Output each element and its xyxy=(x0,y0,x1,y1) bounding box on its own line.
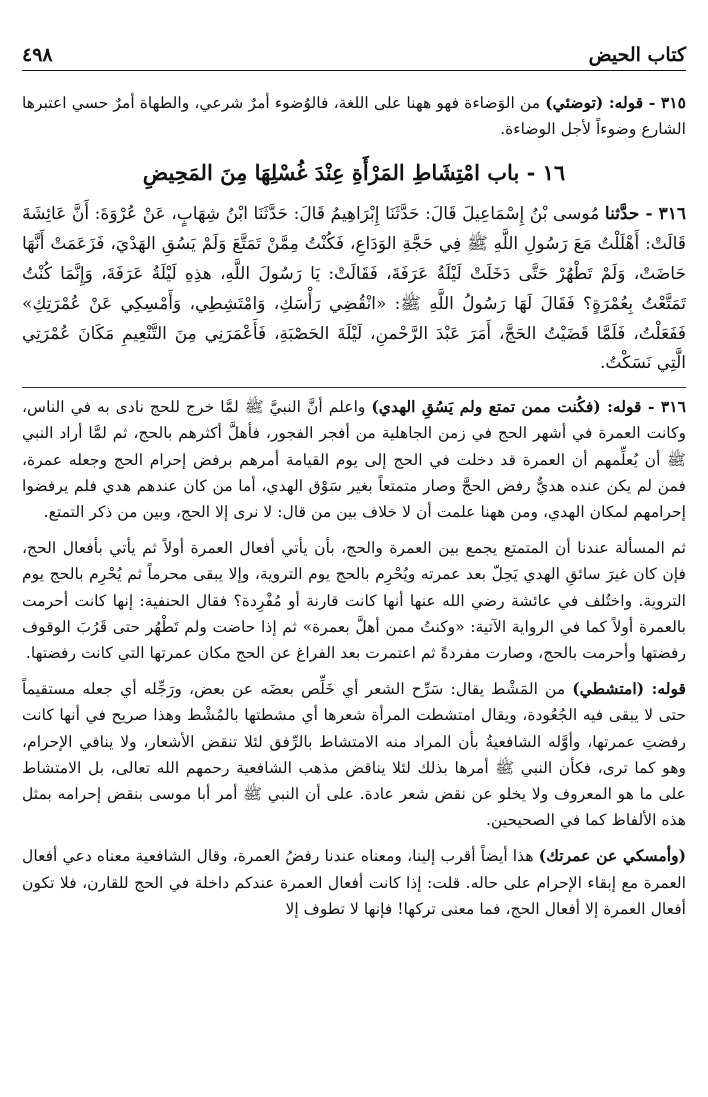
hadith-text xyxy=(22,200,686,379)
commentary-lead: (وأمسكي عن عمرتك) xyxy=(538,846,686,866)
commentary-text: من المَشْط يقال: سَرِّح الشعر أي خَلِّص بعضَه عن بعض، ورَجِّله أي جعله مستقيماً حتى لا يبقى فيه الجُعُودة، ويقال امتشطت المرأة شعرها أي مشطتها بالمُشْط وهذا صريح في أنها كانت رفضتِ عمرتها، وأوَّله الشافعيةُ بأن المراد منه الامتشاط بالرِّفق لئلا تنقض الأشعار، ولا ينافي الإحرام، وهو كما ترى، فكأن النبي ﷺ أمرها بذلك لئلا يناقض مذهب الشافعية رحمهم الله تعالى، بل الامتشاط على ما هو المعروف ولا يخلو عن نقض شعر عادة. على أن النبي ﷺ أمر أبا موسى بنقض إحرامه بمثل هذه الألفاظ كما في الصحيحين. xyxy=(22,680,686,830)
commentary-paragraph xyxy=(22,843,686,922)
page-number: ٤٩٨ xyxy=(22,44,53,66)
section-divider xyxy=(22,387,686,388)
commentary-text: واعلم أنَّ النبيَّ ﷺ لمَّا خرج للحج نادى به في الناس، وكانت العمرة في أشهر الحج في زمن الجاهلية من أفجر الفجور، فأهلَّ أكثرهم بالحج، ثم لمَّا أراد النبي ﷺ أن يُعلِّمهم أن العمرة قد دخلت في الحج إلى يوم القيامة أمرهم برفض إحرام الحج وجعله عمرة، فمن لم يكن عنده هديٌّ رفض الحجَّ وصار متمتعاً بغير سَوْق الهدي، أما من كان عندهم هدي فلم يرفضوا إحرامهم لمكان الهدي، ومن ههنا علمت أن لا خلاف بين من قال: لا نرى إلا الحج، وبين من ذكر التمتع. xyxy=(22,398,686,521)
commentary-paragraph xyxy=(22,535,686,666)
running-title: كتاب الحيض xyxy=(588,44,686,66)
commentary-lead: ٣١٥ - قوله: (توضئي) xyxy=(545,93,687,112)
running-header xyxy=(22,40,686,71)
commentary-text: من الوَضاءة فهو ههنا على اللغة، فالوُضوء أمرٌ شرعي، والطهاة أمرٌ حسي اعتبرها الشارع وضوءاً لأجل الوضاءة. xyxy=(22,94,686,139)
hadith-body: مُوسى بْنُ إِسْمَاعِيلَ قَالَ: حَدَّثَنَا إِبْرَاهِيمُ قَالَ: حَدَّثَنَا ابْنُ شِهَابٍ، عَنْ عُرْوَةَ: أَنَّ عَائِشَةَ قَالَتْ: أَهْلَلْتُ مَعَ رَسُولِ اللَّهِ ﷺ فِي حَجَّةِ الوَدَاعِ، فَكُنْتُ مِمَّنْ تَمَتَّعَ وَلَمْ يَسُقِ الهَدْيَ، فَزَعَمَتْ أَنَّهَا حَاضَتْ، وَلَمْ تَطْهُرْ حَتَّى دَخَلَتْ لَيْلَةُ عَرَفَةَ، فَقَالَتْ: يَا رَسُولَ اللَّهِ، هذِهِ لَيْلَةُ عَرَفَةَ، وَإِنَّمَا كُنْتُ تَمَتَّعْتُ بِعُمْرَةٍ؟ فَقَالَ لَهَا رَسُولُ اللَّهِ ﷺ: «انْقُضِي رَأْسَكِ، وَامْتَشِطِي، وَأَمْسِكِي عَنْ عُمْرَتِكِ» فَفَعَلْتُ، فَلَمَّا قَضَيْتُ الحَجَّ، أَمَرَ عَبْدَ الرَّحْمنِ، لَيْلَةَ الحَصْبَةِ، فَأَعْمَرَنِي مِنَ التَّنْعِيمِ مَكَانَ عُمْرَتِي الَّتِي نَسَكْتُ. xyxy=(22,204,687,374)
commentary-lead: قوله: (امتشطي) xyxy=(572,679,686,699)
commentary-paragraph-315 xyxy=(22,90,686,142)
commentary-text: ثم المسألة عندنا أن المتمتع يجمع بين العمرة والحج، بأن يأتي أفعال العمرة أولاً ثم يأتي بأفعال الحج، فإن كان غيرَ سائقِ الهدي يَحِلّ بعد عمرته ويُحْرِم بالحج يوم التروية، وإلا يبقى محرماً ثم يُحْرِم بالحج يوم التروية. واختُلف في عائشة رضي الله عنها أنها كانت قارنة أو مُفْرِدة؟ فقال الحنفية: إنها كانت أحرمت بالعمرة أولاً كما في الرواية الآتية: «وكنتُ ممن أهلَّ بعمرة» ثم إذا حاضت ولم تَطْهُر حتى قَرُبَ الوقوف رفضتها وأحرمت بالحج، وصارت مفردةً ثم اعتمرت بعد الفراغ عن الحج مكان عمرتها التي كانت رفضتها. xyxy=(22,539,686,663)
commentary-text: هذا أيضاً أقرب إلينا، ومعناه عندنا رفضُ العمرة، وقال الشافعية معناه دعي أفعال العمرة مع إبقاء الإحرام على حاله. قلت: إذا كانت أفعال العمرة عندكم داخلة في الحج للقارن، فلا تكون أفعال العمرة إلا أفعال الحج، فما معنى تركها! فإنها لا تطوف إلا xyxy=(22,847,686,918)
commentary-paragraph xyxy=(22,394,686,525)
page-body xyxy=(22,90,686,922)
commentary-lead: ٣١٦ - قوله: (فكُنت ممن تمتع ولم يَسُقِ الهدي) xyxy=(371,397,686,417)
chapter-title: ١٦ - باب امْتِشَاطِ المَرْأَةِ عِنْدَ غُسْلِهَا مِنَ المَحِيضِ xyxy=(142,160,566,186)
commentary-paragraph xyxy=(22,676,686,833)
hadith-lead: ٣١٦ - حدَّثنا xyxy=(604,204,686,225)
